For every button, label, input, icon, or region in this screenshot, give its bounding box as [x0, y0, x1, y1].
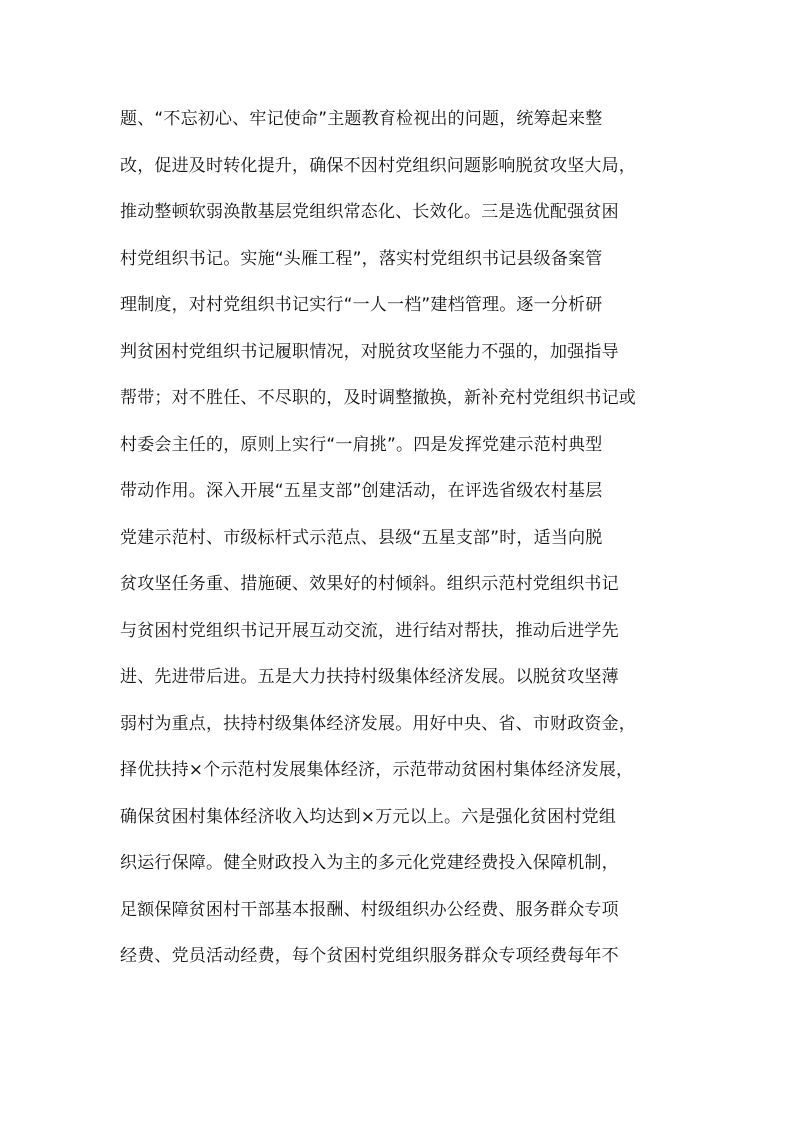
text-line: 贫攻坚任务重、措施硬、效果好的村倾斜。组织示范村党组织书记 [120, 574, 619, 594]
text-line: 判贫困村党组织书记履职情况，对脱贫攻坚能力不强的，加强指导 [120, 341, 619, 362]
text-line: 帮带；对不胜任、不尽职的，及时调整撤换，新补充村党组织书记或 [120, 388, 636, 408]
text-line: 进、先进带后进。五是大力扶持村级集体经济发展。以脱贫攻坚薄 [120, 667, 619, 687]
text-line: 足额保障贫困村干部基本报酬、村级组织办公经费、服务群众专项 [120, 899, 619, 920]
text-line: 确保贫困村集体经济收入均达到×万元以上。六是强化贫困村党组 [120, 806, 617, 827]
text-line: 村党组织书记。实施“头雁工程”，落实村党组织书记县级备案管 [120, 248, 603, 269]
text-line: 弱村为重点，扶持村级集体经济发展。用好中央、省、市财政资金， [120, 713, 636, 734]
text-line: 题、“不忘初心、牢记使命”主题教育检视出的问题，统筹起来整 [120, 109, 603, 129]
text-line: 带动作用。深入开展“五星支部”创建活动，在评选省级农村基层 [120, 481, 603, 501]
text-line: 党建示范村、市级标杆式示范点、县级“五星支部”时，适当向脱 [120, 527, 603, 548]
text-line: 村委会主任的，原则上实行“一肩挑”。四是发挥党建示范村典型 [120, 434, 603, 455]
text-line: 择优扶持×个示范村发展集体经济，示范带动贫困村集体经济发展， [120, 760, 634, 780]
body-paragraph [120, 104, 690, 988]
text-line: 织运行保障。健全财政投入为主的多元化党建经费投入保障机制， [120, 853, 619, 873]
text-line: 经费、党员活动经费，每个贫困村党组织服务群众专项经费每年不 [120, 946, 619, 966]
text-line: 推动整顿软弱涣散基层党组织常态化、长效化。三是选优配强贫困 [120, 202, 619, 222]
text-line: 改，促进及时转化提升，确保不因村党组织问题影响脱贫攻坚大局， [120, 155, 636, 176]
text-line: 理制度，对村党组织书记实行“一人一档”建档管理。逐一分析研 [120, 295, 603, 315]
text-line: 与贫困村党组织书记开展互动交流，进行结对帮扶，推动后进学先 [120, 620, 619, 641]
